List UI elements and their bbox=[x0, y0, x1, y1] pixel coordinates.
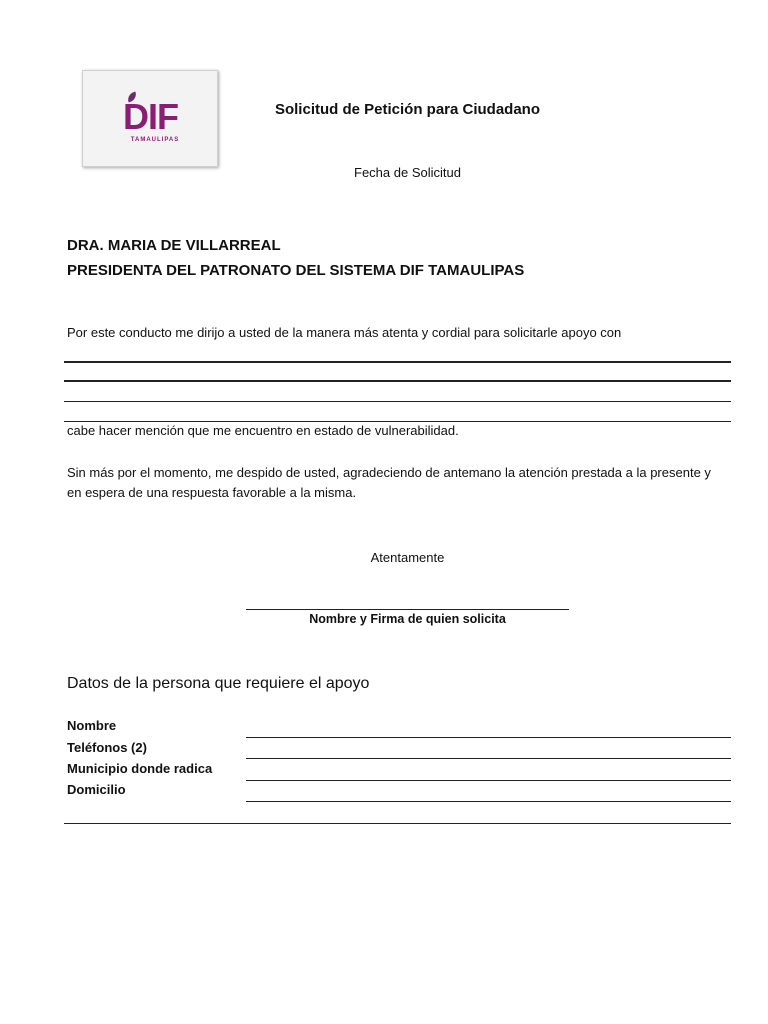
applicant-section-title: Datos de la persona que requiere el apoyo bbox=[67, 675, 370, 692]
request-line-3[interactable] bbox=[64, 401, 731, 402]
closing-paragraph: Sin más por el momento, me despido de usted, agradeciendo de antemano la atención prestada a la presente y en espera de una respuesta favorable a la misma. bbox=[67, 465, 711, 500]
request-line-4[interactable] bbox=[64, 421, 731, 422]
recipient-name: DRA. MARIA DE VILLARREAL bbox=[67, 237, 281, 254]
field-line-telefonos[interactable] bbox=[246, 758, 731, 759]
field-label-municipio: Municipio donde radica bbox=[67, 761, 213, 776]
bottom-divider bbox=[64, 823, 731, 824]
salutation: Atentamente bbox=[370, 550, 445, 565]
recipient-position: PRESIDENTA DEL PATRONATO DEL SISTEMA DIF TAMAULIPAS bbox=[67, 262, 525, 279]
vulnerability-paragraph: cabe hacer mención que me encuentro en estado de vulnerabilidad. bbox=[67, 423, 459, 438]
field-line-domicilio[interactable] bbox=[246, 801, 731, 802]
field-label-domicilio: Domicilio bbox=[67, 782, 126, 797]
dif-logo bbox=[82, 70, 218, 167]
request-line-2[interactable] bbox=[64, 380, 731, 382]
logo-text: DIF bbox=[123, 96, 178, 137]
field-label-nombre: Nombre bbox=[67, 718, 117, 733]
date-label: Fecha de Solicitud bbox=[354, 165, 461, 180]
logo-subtext: TAMAULIPAS bbox=[130, 137, 180, 143]
field-line-nombre[interactable] bbox=[246, 737, 731, 738]
field-label-telefonos: Teléfonos (2) bbox=[67, 740, 147, 755]
signature-label: Nombre y Firma de quien solicita bbox=[309, 612, 506, 626]
document-title: Solicitud de Petición para Ciudadano bbox=[274, 101, 541, 118]
request-line-1[interactable] bbox=[64, 361, 731, 363]
signature-line[interactable] bbox=[246, 609, 569, 610]
field-line-municipio[interactable] bbox=[246, 780, 731, 781]
intro-paragraph: Por este conducto me dirijo a usted de la manera más atenta y cordial para solicitarle apoyo con bbox=[67, 325, 622, 340]
